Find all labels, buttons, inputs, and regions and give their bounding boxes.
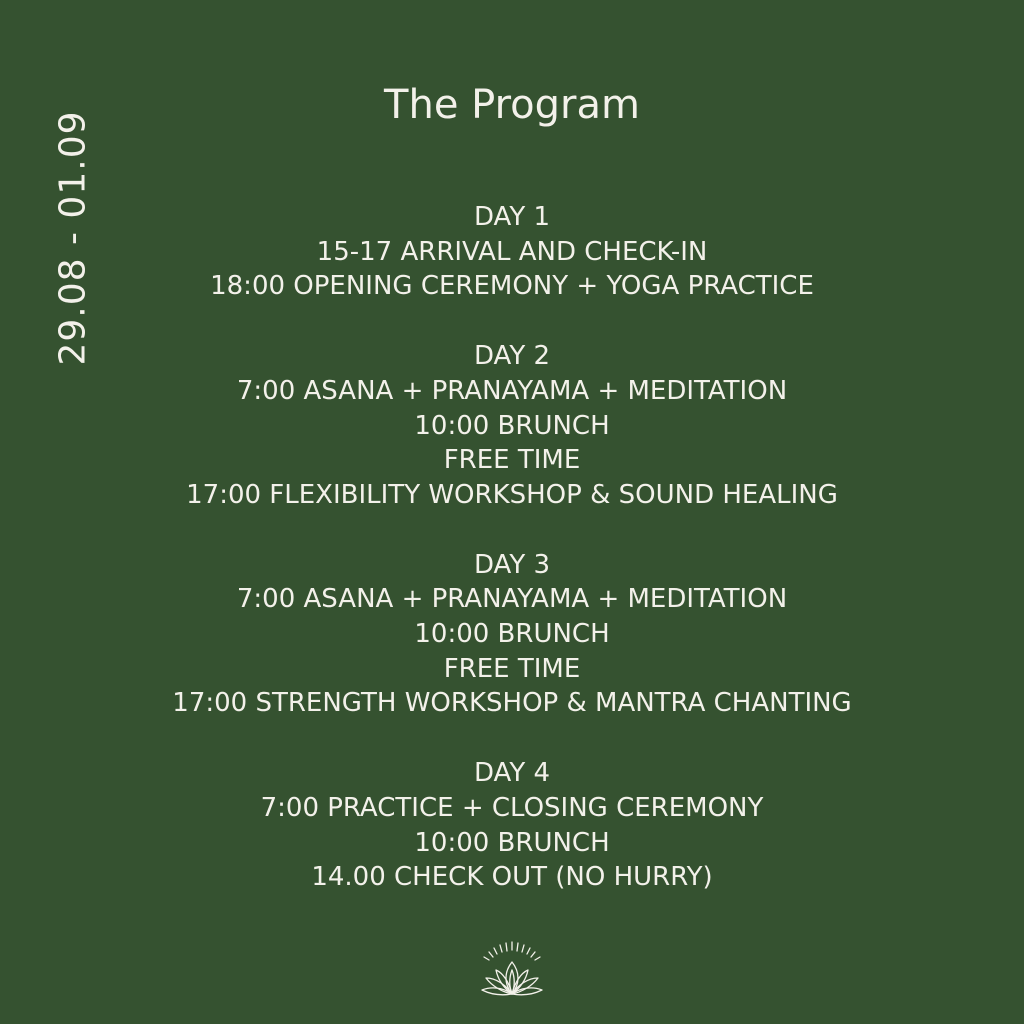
schedule-item: 15-17 ARRIVAL AND CHECK-IN — [316, 236, 708, 267]
schedule-item: 18:00 OPENING CEREMONY + YOGA PRACTICE — [210, 271, 814, 302]
schedule-item: 14.00 CHECK OUT (NO HURRY) — [311, 862, 713, 893]
date-range: 29.08 - 01.09 — [52, 110, 94, 366]
day-1 — [0, 200, 1024, 304]
schedule-item: 10:00 BRUNCH — [414, 410, 610, 441]
day-heading: DAY 4 — [473, 758, 551, 789]
day-heading: DAY 3 — [473, 549, 551, 580]
lotus-sunrise-icon — [476, 940, 548, 1012]
day-3 — [0, 548, 1024, 722]
schedule-item: FREE TIME — [443, 445, 581, 476]
schedule-item: 17:00 STRENGTH WORKSHOP & MANTRA CHANTING — [172, 688, 852, 719]
schedule — [0, 200, 1024, 930]
schedule-item: 17:00 FLEXIBILITY WORKSHOP & SOUND HEALING — [186, 479, 838, 510]
day-4 — [0, 756, 1024, 895]
schedule-item: 10:00 BRUNCH — [414, 619, 610, 650]
schedule-item: 7:00 ASANA + PRANAYAMA + MEDITATION — [236, 584, 788, 615]
page-title: The Program — [384, 82, 640, 128]
schedule-item: 7:00 PRACTICE + CLOSING CEREMONY — [260, 792, 764, 823]
schedule-item: 10:00 BRUNCH — [414, 827, 610, 858]
day-2 — [0, 339, 1024, 513]
day-heading: DAY 2 — [473, 341, 551, 372]
day-heading: DAY 1 — [473, 202, 551, 232]
schedule-item: FREE TIME — [443, 653, 581, 684]
schedule-item: 7:00 ASANA + PRANAYAMA + MEDITATION — [236, 375, 788, 406]
